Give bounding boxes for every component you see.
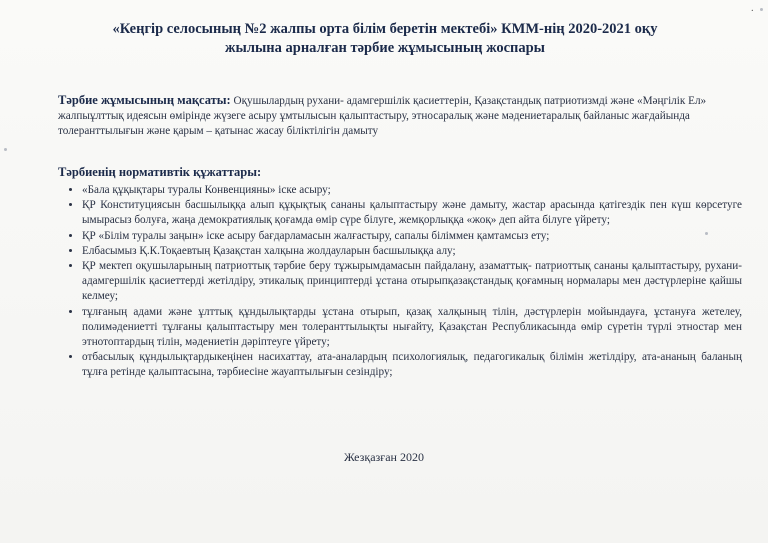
norms-item-4: • Елбасымыз Қ.К.Тоқаевтың Қазақстан халқына жолдауларын басшылыққа алу;	[82, 244, 742, 259]
purpose-paragraph	[58, 93, 718, 139]
purpose-heading: Тәрбие жұмысының мақсаты:	[58, 93, 231, 107]
title-line-1: «Кеңгір селосының №2 жалпы орта білім беретін мектебі» КММ-нің 2020-2021 оқу	[112, 21, 658, 37]
title-line-2: жылына арналған тәрбие жұмысының жоспары	[224, 40, 545, 56]
norms-heading: Тәрбиенің нормативтік құжаттары:	[58, 165, 262, 179]
norms-list	[60, 183, 742, 381]
norms-item-3: • ҚР «Білім туралы заңын» іске асыру бағдарламасын жалғастыру, сапалы біліммен қамтамсыз ету;	[82, 229, 742, 244]
scan-speck	[705, 232, 708, 235]
purpose-text: Оқушылардың рухани- адамгершілік қасиеттерін, Қазақстандық патриотизмді және «Мәңгілік Ел» жалпыұлттық идеясын өмірінде жүзеге асыру ұмтылысын қалыптастыру, этносаралық және мәдениетаралық байланыс жағдайында толеранттылығын және қарым – қатынас жасау біліктілігін дамыту	[58, 95, 707, 137]
norms-item-7: • отбасылық құндылықтардыкеңінен насихаттау, ата-аналардың психологиялық, педагогикалық білімін жетілдіру, ата-ананың баланың тұлға ретінде қалыптасына, тәрбиесіне жауаптылығын сезіндіру;	[82, 350, 742, 380]
norms-item-1: • «Бала құқықтары туралы Конвенцияны» іске асыру;	[82, 183, 742, 198]
norms-item-6: • тұлғаның адами және ұлттық құндылықтарды ұстана отырып, қазақ халқының тілін, дәстүрлерін мойындауға, ұстануға жетелеу, полимәдениетті тұлғаны қалыптастыру мен толеранттылықты нығайту, Қазақстан Республикасында өмір сүретін түрлі этностар мен этнотоптардың тілін, мәдениетін дәріптеуге үйрету;	[82, 305, 742, 351]
scan-speck	[4, 148, 7, 151]
document-title	[60, 20, 710, 58]
scan-speck	[760, 8, 763, 11]
corner-mark: ·	[750, 6, 754, 17]
norms-item-5: • ҚР мектеп оқушыларының патриоттық тәрбие беру тұжырымдамасын пайдалану, азаматтық- патриоттық сананы қалыптастыру, рухани-адамгершілік қасиеттерді жетілдіру, этикалық принциптерді ұстана отырыпқазақстандық қоғамның нормалары мен дәстүрлеріне қайшы келмеу;	[82, 259, 742, 305]
norms-item-2: • ҚР Конституциясын басшылыққа алып құқықтық сананы қалыптастыру және дамыту, жастар арасында қатігездік пен күш көрсетуге ымырасыз болуға, жаңа демократиялық қоғамда өмір сүре білуге, жемқорлыққа «жоқ» деп айта білуге үйрету;	[82, 198, 742, 228]
footer-place-year: Жезқазған 2020	[344, 450, 424, 464]
